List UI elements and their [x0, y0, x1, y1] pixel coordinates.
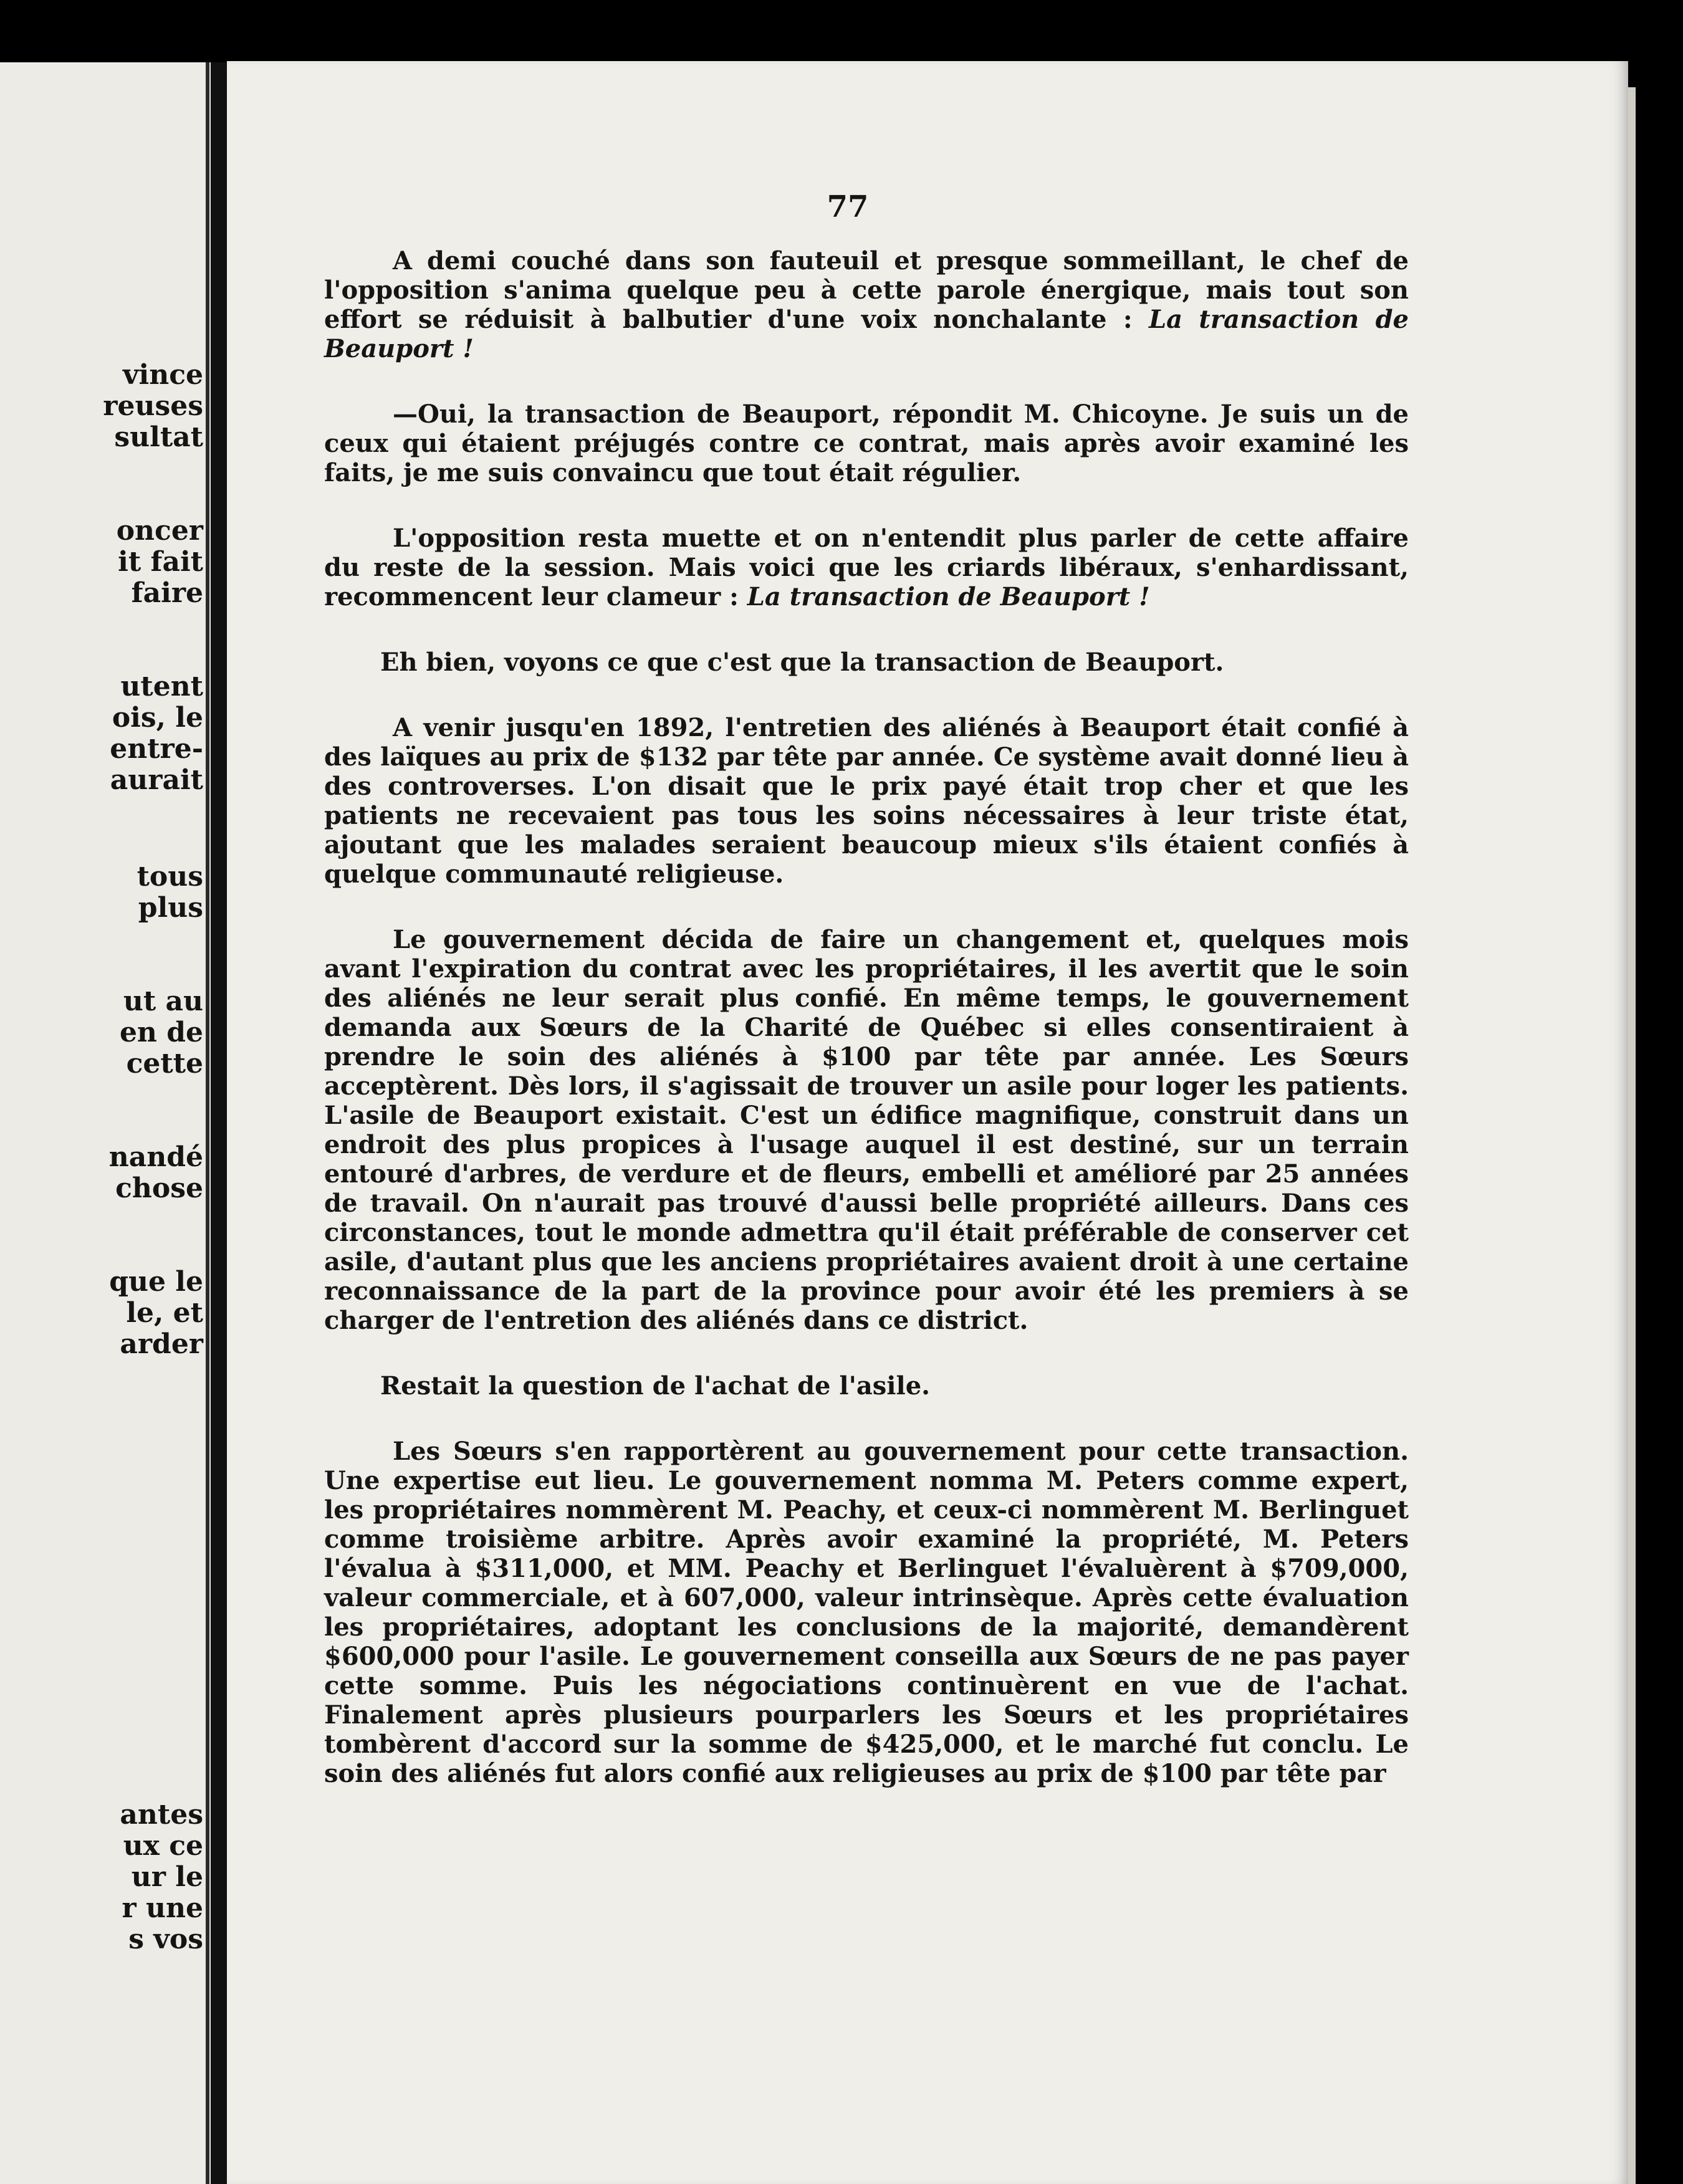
paragraph-text: Le gouvernement décida de faire un changement et, quelques mois avant l'expiration du contrat avec les propriétaires, il les avertit que le soin des aliénés ne leur serait plus confié. En même temps, le gouvernement demanda aux Sœurs de la Charité de Québec si elles consentiraient à prendre le soin des aliénés à $100 par tête par année. Les Sœurs acceptèrent. Dès lors, il s'agissait de trouver un asile pour loger les patients. L'asile de Beauport existait. C'est un édifice magnifique, construit dans un endroit des plus propices à l'usage auquel il est destiné, sur un terrain entouré d'arbres, de verdure et de fleurs, embelli et amélioré par 25 années de travail. On n'aurait pas trouvé d'aussi belle propriété ailleurs. Dans ces circonstances, tout le monde admettra qu'il était préférable de conserver cet asile, d'autant plus que les anciens propriétaires avaient droit à une certaine reconnaissance de la part de la province pour avoir été les premiers à se charger de l'entretion des aliénés dans ce district. [324, 925, 1409, 1335]
page-number: 77 [827, 189, 869, 224]
paragraph-text: A venir jusqu'en 1892, l'entretien des aliénés à Beauport était confié à des laïques au prix de $132 par tête par année. Ce système avait donné lieu à des controverses. L'on disait que le prix payé était trop cher et que les patients ne recevaient pas tous les soins nécessaires à leur triste état, ajoutant que les malades seraient beaucoup mieux s'ils étaient confiés à quelque communauté religieuse. [324, 713, 1409, 889]
left-page-fragment: que le [109, 1266, 203, 1298]
left-page-fragment: ur le [131, 1861, 203, 1893]
left-page-fragment: chose [115, 1172, 203, 1204]
left-page-fragment: it fait [118, 546, 203, 578]
left-page-fragment: ois, le [112, 702, 203, 734]
binding-line [206, 62, 209, 2184]
left-page-fragment: arder [120, 1328, 203, 1360]
paragraph [324, 1371, 1409, 1401]
left-page-fragment: cette [126, 1048, 203, 1080]
left-page-fragment: le, et [126, 1297, 203, 1329]
left-facing-page [0, 62, 212, 2184]
paragraph-text: L'opposition resta muette et on n'entendit plus parler de cette affaire du reste de la session. Mais voici que les criards libéraux, s'enhardissant, recommencent leur clameur : [324, 524, 1409, 611]
left-page-fragment: nandé [108, 1141, 203, 1173]
paragraph [324, 524, 1409, 611]
left-page-fragment: s vos [128, 1923, 203, 1955]
page-edge [1628, 87, 1636, 2184]
left-page-fragment: vince [122, 359, 203, 391]
left-page-fragment: faire [131, 577, 203, 609]
body-text [324, 246, 1409, 1824]
left-page-fragment: reuses [103, 390, 203, 422]
paragraph-text: Les Sœurs s'en rapportèrent au gouvernement pour cette transaction. Une expertise eut lieu. Le gouvernement nomma M. Peters comme expert, les propriétaires nommèrent M. Peachy, et ceux-ci nommèrent M. Berlinguet comme troisième arbitre. Après avoir examiné la propriété, M. Peters l'évalua à $311,000, et MM. Peachy et Berlinguet l'évaluèrent à $709,000, valeur commerciale, et à 607,000, valeur intrinsèque. Après cette évaluation les propriétaires, adoptant les conclusions de la majorité, demandèrent $600,000 pour l'asile. Le gouvernement conseilla aux Sœurs de ne pas payer cette somme. Puis les négociations continuèrent en vue de l'achat. Finalement après plusieurs pourparlers les Sœurs et les propriétaires tombèrent d'accord sur la somme de $425,000, et le marché fut conclu. Le soin des aliénés fut alors confié aux religieuses au prix de $100 par tête par [324, 1437, 1409, 1788]
left-page-fragment: ux ce [123, 1830, 203, 1862]
paragraph-text: Eh bien, voyons ce que c'est que la transaction de Beauport. [380, 648, 1224, 677]
left-page-fragment: antes [120, 1799, 203, 1831]
left-page-fragment: en de [119, 1017, 203, 1048]
left-page-fragment: utent [120, 671, 203, 702]
left-page-fragment: ut au [123, 985, 203, 1017]
left-page-fragment: sultat [114, 421, 203, 453]
paragraph-text: A demi couché dans son fauteuil et presque sommeillant, le chef de l'opposition s'anima quelque peu à cette parole énergique, mais tout son effort se réduisit à balbutier d'une voix nonchalante : [324, 246, 1409, 334]
paragraph [324, 246, 1409, 363]
paragraph [324, 713, 1409, 889]
left-page-fragment: oncer [116, 515, 203, 547]
left-page-fragment: entre- [110, 733, 203, 765]
paragraph-text: Restait la question de l'achat de l'asile. [380, 1371, 931, 1401]
paragraph [324, 925, 1409, 1335]
paragraph-italic-text: La transaction de Beauport ! [324, 305, 1409, 363]
book-gutter [211, 62, 227, 2184]
left-page-fragment: aurait [110, 764, 203, 796]
left-page-fragment: plus [138, 892, 203, 924]
paragraph-italic-text: La transaction de Beauport ! [747, 582, 1150, 611]
paragraph [324, 400, 1409, 487]
left-page-fragment: r une [122, 1892, 203, 1924]
left-page-fragment: tous [137, 861, 203, 893]
paragraph [324, 648, 1409, 677]
paragraph [324, 1437, 1409, 1788]
paragraph-text: —Oui, la transaction de Beauport, répondit M. Chicoyne. Je suis un de ceux qui étaient préjugés contre ce contrat, mais après avoir examiné les faits, je me suis convaincu que tout était régulier. [324, 400, 1409, 487]
